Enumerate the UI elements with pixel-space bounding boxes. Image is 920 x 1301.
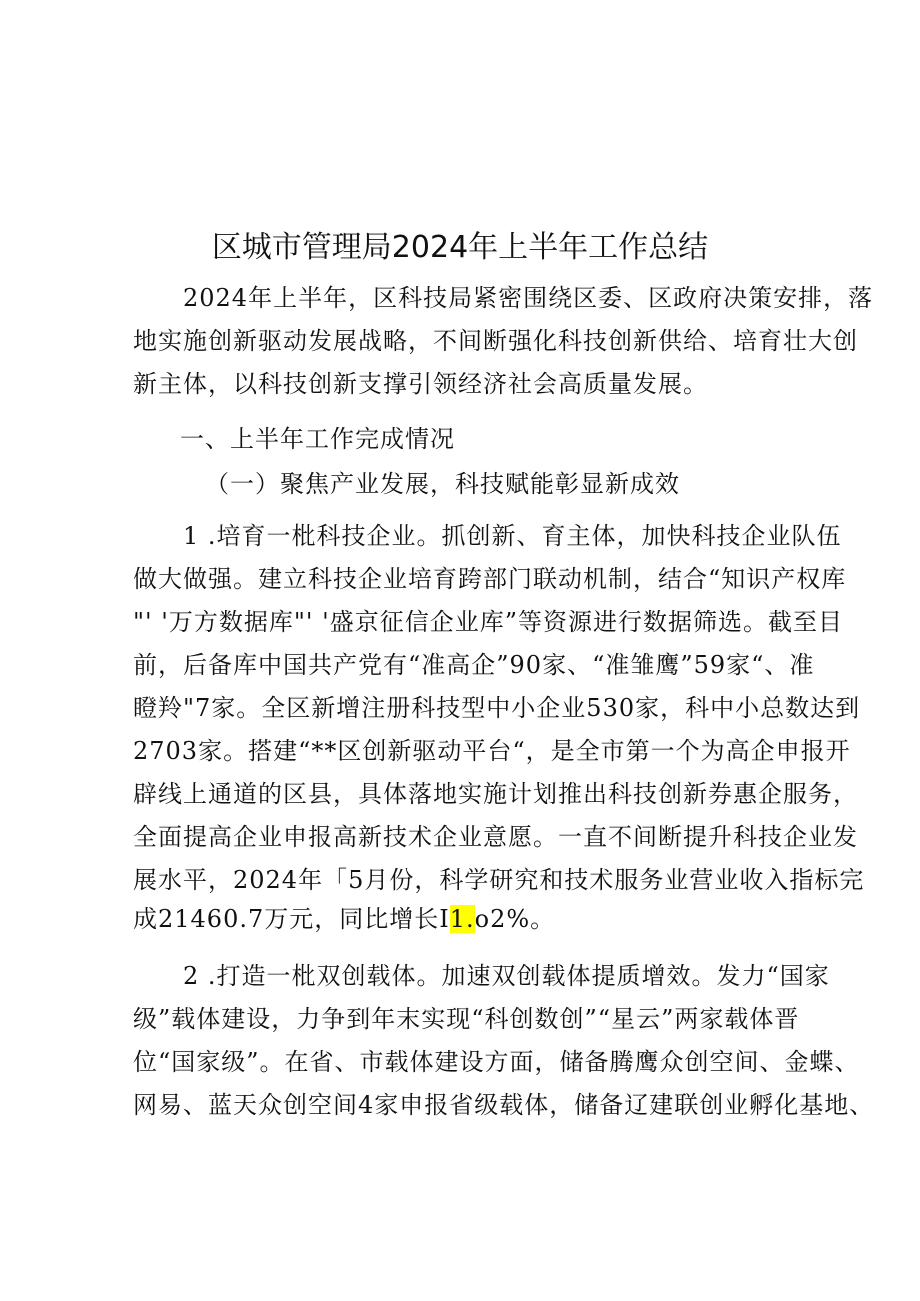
document-title: 区城市管理局2024年上半年工作总结 [211,230,709,265]
paragraph-line: 辟线上通道的区县，具体落地实施计划推出科技创新券惠企服务， [133,780,858,808]
paragraph-line: 1 .培育一枇科技企业。抓创新、育主体，加快科技企业队伍 [183,522,842,550]
paragraph-line: 2024年上半年，区科技局紧密围绕区委、区政府决策安排，落 [183,284,874,312]
paragraph-line: 做大做强。建立科技企业培育跨部门联动机制，结合“知识产权库 [133,565,847,593]
paragraph-line: 全面提高企业申报高新技术企业意愿。一直不间断提升科技企业发 [133,823,858,851]
paragraph-line: 瞪羚"7家。全区新增注册科技型中小企业530家，科中小总数达到 [133,694,861,722]
paragraph-line: 位“国家级”。在省、市载体建设方面，储备腾鹰众创空间、金蝶、 [133,1048,860,1076]
paragraph-line [133,903,793,935]
paragraph-line: 级”载体建设，力争到年末实现“科创数创”“星云”两家载体晋 [133,1005,800,1033]
paragraph-line: 网易、蓝天众创空间4家申报省级载体，储备辽建联创业孵化基地、 [133,1091,875,1119]
paragraph-line: 2 .打造一枇双创载体。加速双创载体提质增效。发力“国家 [183,962,830,990]
paragraph-line: 地实施创新驱动发展战略，不间断强化科技创新供给、培育壮大创 [133,327,858,355]
paragraph-line: 新主体，以科技创新支撑引领经济社会高质量发展。 [133,370,708,398]
paragraph-line: 展水平，2024年「5月份，科学研究和技术服务业营业收入指标完 [133,866,865,894]
paragraph-line: "' '万方数据库"' '盛京征信企业库”等资源进行数据筛选。截至目 [133,608,843,636]
highlighted-text: 1. [449,905,475,933]
subsection-heading: （一）聚焦产业发展，科技赋能彰显新成效 [205,470,680,498]
line-text: o2%。 [474,905,556,933]
line-text: 成21460.7万元，同比增长I [133,905,450,933]
paragraph-line: 2703家。搭建“**区创新驱动平台“，是全市第一个为高企申报开 [133,737,851,765]
paragraph-line: 前，后备库中国共产党有“准高企”90家、“准雏鹰”59家“、准 [133,651,815,679]
section-heading: 一、上半年工作完成情况 [180,425,455,453]
